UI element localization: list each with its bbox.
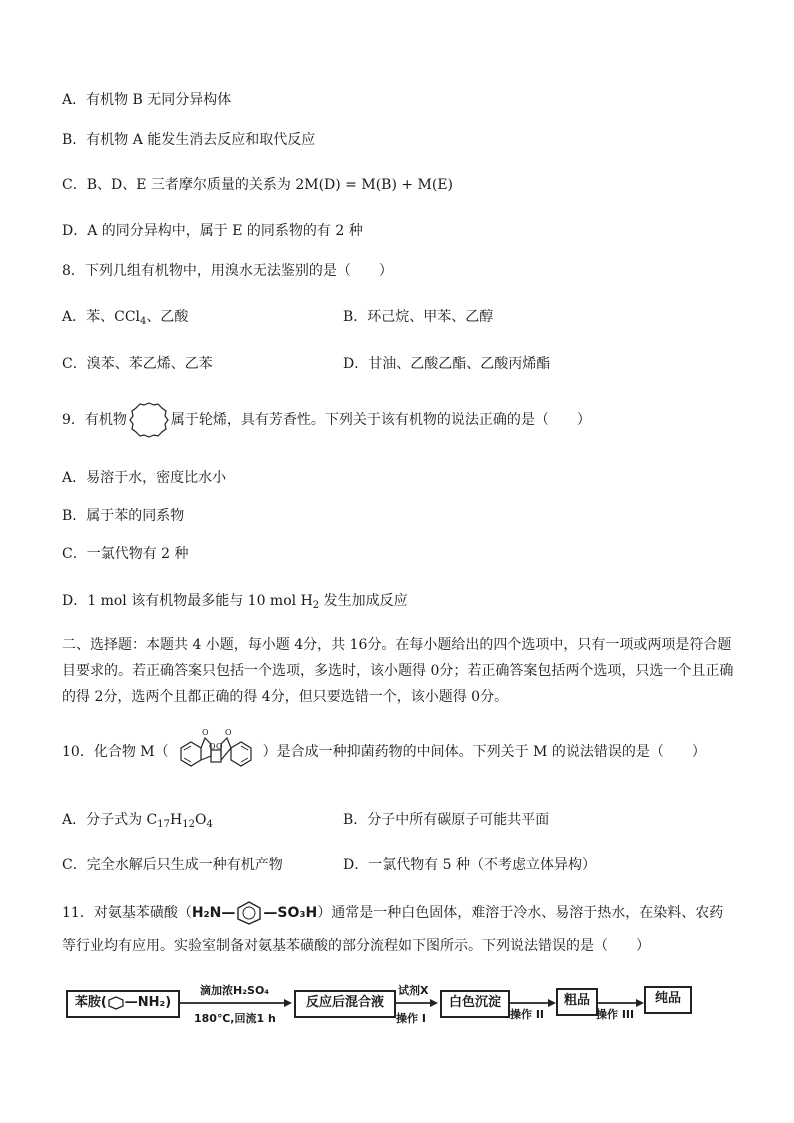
benzene-ring-small-icon <box>107 996 125 1010</box>
q9-option-a: A．易溶于水，密度比水小 <box>62 470 227 486</box>
q10-option-d: D．一氯代物有 5 种（不考虑立体异构） <box>343 857 597 873</box>
q8-option-b: B．环己烷、甲苯、乙醇 <box>343 309 494 325</box>
q10-option-c: C．完全水解后只生成一种有机产物 <box>62 857 283 873</box>
q8-option-a: A．苯、CCl$_4$、乙酸 <box>62 309 189 327</box>
q8-option-c: C．溴苯、苯乙烯、乙苯 <box>62 356 213 372</box>
arrow2-bottom-label: 操作 I <box>396 1012 426 1025</box>
q7-option-b: B．有机物 A 能发生消去反应和取代反应 <box>62 132 316 148</box>
arrow1-bottom-label: 180℃,回流1 h <box>194 1012 276 1025</box>
q9-stem: 9．有机物 属于轮烯，具有芳香性。下列关于该有机物的说法正确的是（ ） <box>62 410 591 430</box>
annulene-structure <box>127 400 171 440</box>
flow-box-aniline: 苯胺( —NH₂) <box>66 990 180 1018</box>
section-2-instructions: 二、选择题：本题共 4 小题，每小题 4分，共 16分。在每小题给出的四个选项中，只有一项或两项是符合题目要求的。若正确答案只包括一个选项，多选时，该小题得 0分；若正确答案包括两个选项，只选一个且正确的得 2分，选两个且都正确的得 4分，但只要选错一个，该小题得 0分。 <box>62 637 734 705</box>
q8-stem: 8．下列几组有机物中，用溴水无法鉴别的是（ ） <box>62 263 393 279</box>
arrow-1 <box>180 998 292 1008</box>
q7-option-a: A．有机物 B 无同分异构体 <box>62 92 232 108</box>
svg-text:O: O <box>215 742 223 751</box>
q10-option-a: A．分子式为 $C_{17}H_{12}O_4$ <box>62 812 213 830</box>
arrow4-bottom-label: 操作 III <box>596 1008 635 1021</box>
q11-stem-line2: 等行业均有应用。实验室制备对氨基苯磺酸的部分流程如下图所示。下列说法错误的是（ ） <box>62 938 650 954</box>
q9-option-b: B．属于苯的同系物 <box>62 508 185 524</box>
q11-stem: 11．对氨基苯磺酸（H₂N— —SO₃H）通常是一种白色固体，难溶于冷水、易溶于热水，在染料、农药 <box>62 903 723 923</box>
flow-box-mixture: 反应后混合液 <box>294 990 396 1018</box>
arrow3-bottom-label: 操作 II <box>510 1008 545 1021</box>
q7-option-d: D．A 的同分异构中，属于 E 的同系物的有 2 种 <box>62 223 363 239</box>
arrow-2 <box>396 998 438 1008</box>
q7-option-c: C．B、D、E 三者摩尔质量的关系为 2M(D) = M(B) + M(E) <box>62 177 454 193</box>
flow-box-precipitate: 白色沉淀 <box>440 990 510 1018</box>
compound-m-structure <box>169 726 263 778</box>
q10-option-b: B．分子中所有碳原子可能共平面 <box>343 812 550 828</box>
arrow1-top-label: 滴加浓H₂SO₄ <box>200 984 270 997</box>
benzene-ring-icon <box>235 900 263 926</box>
arrow2-top-label: 试剂X <box>398 984 429 997</box>
q10-stem: 10．化合物 M（ O O O O ）是合成一种抑菌药物的中间体。下列关于 M 的说法错误的是（ ） <box>62 742 706 762</box>
flow-box-pure: 纯品 <box>644 986 692 1014</box>
flow-box-crude: 粗品 <box>556 988 598 1016</box>
svg-text:O: O <box>208 742 216 751</box>
q9-option-d: D．1 mol 该有机物最多能与 10 mol $H_2$ 发生加成反应 <box>62 593 408 611</box>
q8-option-d: D．甘油、乙酸乙酯、乙酸丙烯酯 <box>343 356 551 372</box>
q9-option-c: C．一氯代物有 2 种 <box>62 546 189 562</box>
formula-amino: H₂N— <box>191 905 236 921</box>
formula-sulfonic: —SO₃H <box>263 905 318 921</box>
svg-text:O: O <box>201 728 209 737</box>
svg-text:O: O <box>224 728 232 737</box>
